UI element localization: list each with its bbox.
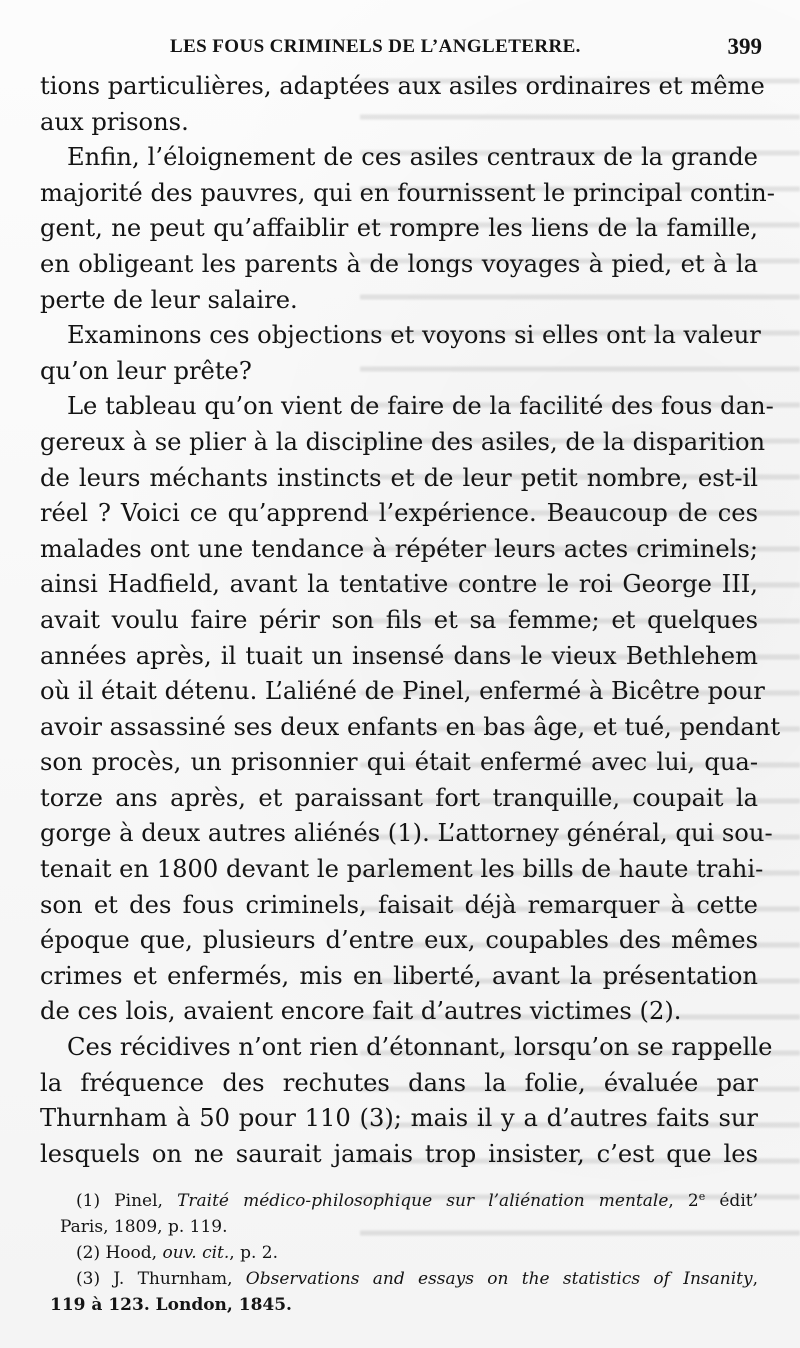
text-line: Le tableau qu’on vient de faire de la facilité des fous dan-	[67, 392, 774, 421]
text-line: époque que, plusieurs d’entre eux, coupables des mêmes	[40, 926, 758, 955]
text-line: qu’on leur prête?	[40, 356, 252, 385]
footnote-1-continuation: Paris, 1809, p. 119.	[60, 1217, 228, 1237]
footnote-text: ,	[752, 1269, 758, 1289]
text-line: de leurs méchants instincts et de leur petit nombre, est-il	[40, 463, 758, 492]
text-line: lesquels on ne saurait jamais trop insister, c’est que les	[40, 1139, 758, 1168]
footnote-text: , p. 2.	[229, 1243, 278, 1263]
footnote-title: Traité médico-philosophique sur l’aliénation mentale	[177, 1191, 669, 1211]
text-line: où il était détenu. L’aliéné de Pinel, enfermé à Bicêtre pour	[40, 677, 765, 706]
text-line: gent, ne peut qu’affaiblir et rompre les liens de la famille,	[40, 214, 758, 243]
text-line: torze ans après, et paraissant fort tranquille, coupait la	[40, 783, 758, 812]
text-line: ainsi Hadfield, avant la tentative contre le roi George III,	[40, 570, 758, 599]
text-line: avait voulu faire périr son fils et sa femme; et quelques	[40, 605, 758, 634]
text-line: Examinons ces objections et voyons si elles ont la valeur	[67, 321, 761, 350]
footnote-title: Observations and essays on the statistics of Insanity	[245, 1269, 753, 1289]
text-line: perte de leur salaire.	[40, 285, 298, 314]
footnote-1	[62, 1184, 758, 1214]
footnote-title: ouv. cit.	[162, 1243, 230, 1263]
text-line: la fréquence des rechutes dans la folie, évaluée par	[40, 1068, 758, 1097]
text-line: majorité des pauvres, qui en fournissent le principal contin-	[40, 178, 775, 207]
text-line: gorge à deux autres aliénés (1). L’attorney général, qui sou-	[40, 819, 773, 848]
page-number: 399	[727, 34, 762, 59]
text-line: tenait en 1800 devant le parlement les bills de haute trahi-	[40, 855, 764, 884]
footnote-text: , 2	[668, 1191, 699, 1211]
running-title: LES FOUS CRIMINELS DE L’ANGLETERRE.	[170, 36, 581, 57]
body-text	[40, 69, 781, 1172]
text-line: en obligeant les parents à de longs voyages à pied, et à la	[40, 249, 758, 278]
page-header	[170, 34, 762, 66]
footnote-2	[62, 1240, 758, 1266]
text-line: crimes et enfermés, mis en liberté, avant la présentation	[40, 961, 758, 990]
text-line: aux prisons.	[40, 107, 189, 136]
footnote-text: édit’	[705, 1191, 758, 1211]
text-line: de ces lois, avaient encore fait d’autres victimes (2).	[40, 997, 682, 1026]
text-line: Ces récidives n’ont rien d’étonnant, lorsqu’on se rappelle	[67, 1033, 773, 1062]
text-line: Enfin, l’éloignement de ces asiles centraux de la grande	[67, 143, 758, 172]
text-line: avoir assassiné ses deux enfants en bas âge, et tué, pendant	[40, 712, 781, 741]
text-line: tions particulières, adaptées aux asiles ordinaires et même	[40, 72, 765, 100]
footnote-3	[62, 1266, 758, 1292]
footnote-3-continuation: 119 à 123. London, 1845.	[50, 1295, 292, 1315]
footnotes	[50, 1184, 758, 1318]
text-line: malades ont une tendance à répéter leurs actes criminels;	[40, 534, 758, 563]
text-line: réel ? Voici ce qu’apprend l’expérience. Beaucoup de ces	[40, 499, 758, 528]
text-line: années après, il tuait un insensé dans le vieux Bethlehem	[40, 641, 758, 670]
text-line: gereux à se plier à la discipline des asiles, de la disparition	[40, 427, 766, 456]
superscript: e	[698, 1190, 706, 1203]
text-line: Thurnham à 50 pour 110 (3); mais il y a d’autres faits sur	[40, 1104, 758, 1133]
footnote-text: (3) J. Thurnham,	[76, 1269, 246, 1289]
text-line: son procès, un prisonnier qui était enfermé avec lui, qua-	[40, 748, 758, 777]
text-line: son et des fous criminels, faisait déjà remarquer à cette	[40, 890, 758, 919]
footnote-text: (1) Pinel,	[76, 1191, 178, 1211]
footnote-text: (2) Hood,	[76, 1243, 163, 1263]
